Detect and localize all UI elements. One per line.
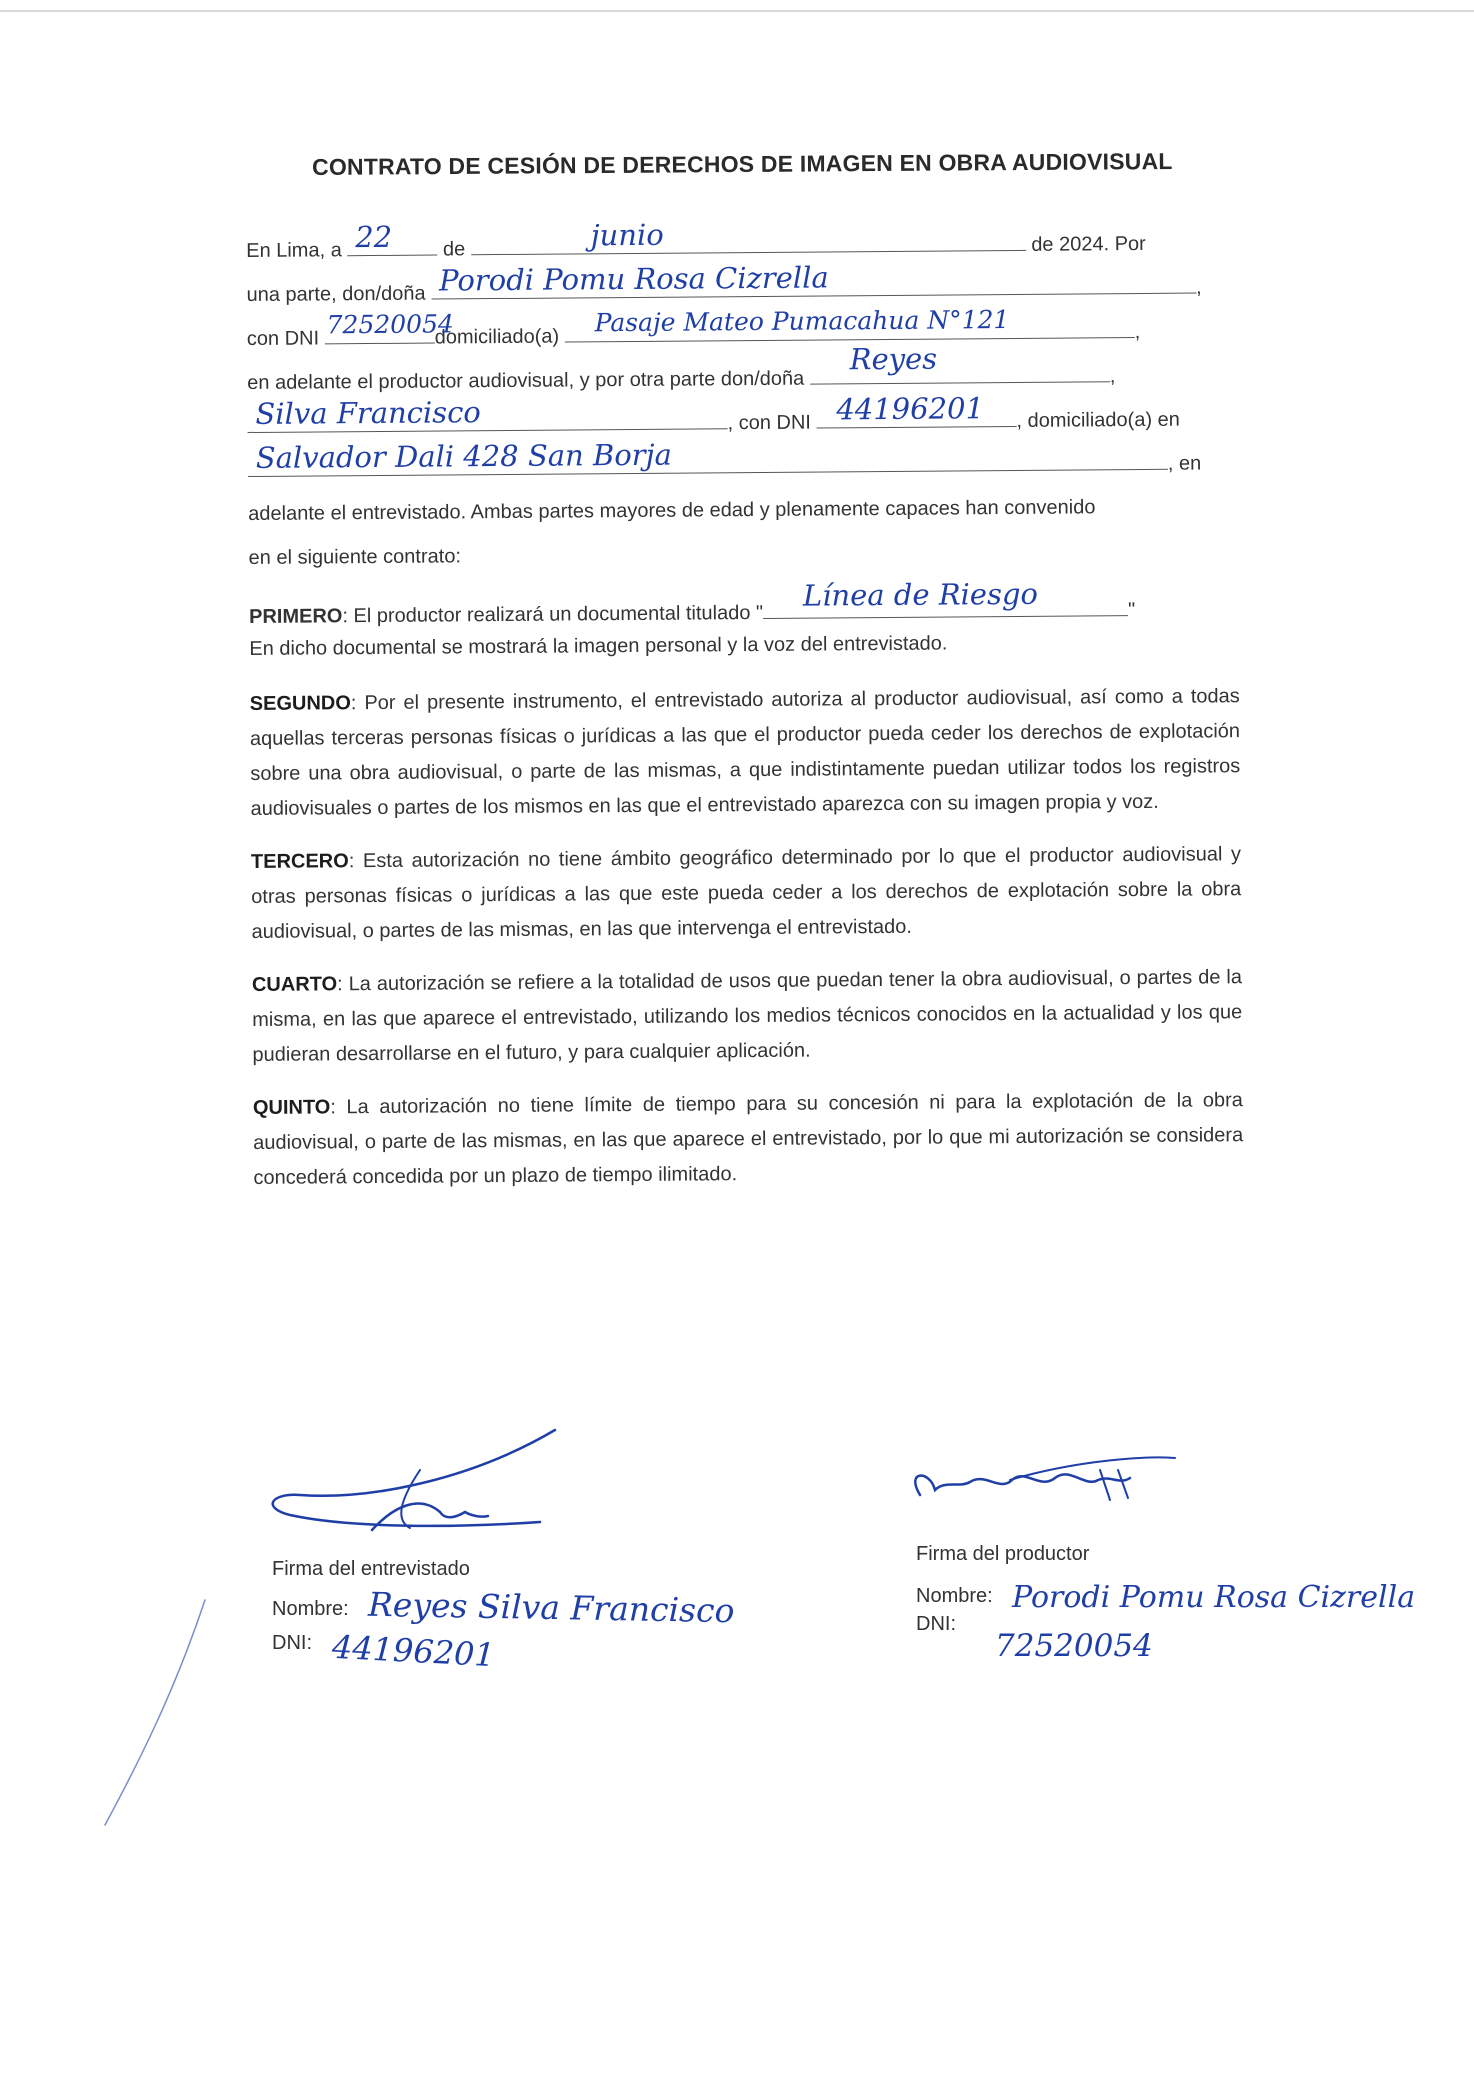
clause-text: : Esta autorización no tiene ámbito geográfico determinado por lo que el productor audiovisual y otras personas físicas o jurídicas a las que este pueda ceder a los derechos de explotación sobre la obra audiovisual, o partes de las mismas, en las que intervenga el entrevistado. (251, 843, 1242, 943)
producer-signature-caption: Firma del productor (916, 1543, 1090, 1565)
month-handwritten: junio (590, 217, 664, 253)
document-title: CONTRATO DE CESIÓN DE DERECHOS DE IMAGEN EN OBRA AUDIOVISUAL (312, 147, 1173, 180)
intro-text: con DNI (246, 327, 320, 350)
intro-text: una parte, don/doña (246, 282, 426, 306)
interviewee-name-handwritten-2: Silva Francisco (255, 395, 481, 431)
interviewee-name-signature-text: Reyes Silva Francisco (367, 1584, 735, 1631)
intro-text: domiciliado(a) (434, 325, 560, 349)
clause-text: : La autorización no tiene límite de tiempo para su concesión ni para la explotación de la obra audiovisual, o parte de las mismas, en las que aparece el entrevistado, por lo que mi autorización se considera concederá concedida por un plazo de tiempo ilimitado. (253, 1089, 1244, 1189)
clause-label: QUINTO (252, 1096, 331, 1119)
interviewee-name-handwritten: Reyes (849, 341, 938, 377)
intro-text: de (442, 238, 466, 261)
clause-text: " (1127, 599, 1136, 622)
intro-text: En Lima, a (246, 239, 342, 262)
intro-text: de 2024. Por (1031, 232, 1146, 256)
intro-text: adelante el entrevistado. Ambas partes mayores de edad y plenamente capaces han convenido (248, 496, 1096, 525)
producer-dni-handwritten: 72520054 (326, 309, 454, 340)
producer-name-handwritten: Porodi Pomu Rosa Cizrella (438, 260, 829, 298)
clause-text: : El productor realizará un documental titulado " (342, 601, 764, 628)
producer-name-label: Nombre: (916, 1585, 993, 1607)
intro-text: en el siguiente contrato: (248, 545, 462, 569)
day-handwritten: 22 (355, 219, 393, 255)
interviewee-address-handwritten: Salvador Dali 428 San Borja (255, 437, 672, 475)
documentary-title-handwritten: Línea de Riesgo (802, 576, 1039, 613)
producer-name-signature-text: Porodi Pomu Rosa Cizrella (1012, 1580, 1416, 1615)
producer-dni-signature-text: 72520054 (995, 1628, 1153, 1664)
clause-label: PRIMERO (248, 605, 343, 628)
interviewee-name-label: Nombre: (272, 1598, 349, 1620)
intro-text: , (1109, 365, 1116, 388)
producer-dni-label: DNI: (916, 1613, 956, 1635)
intro-text: , (1134, 320, 1141, 344)
clause-label: CUARTO (251, 973, 338, 996)
intro-text: en adelante el productor audiovisual, y por otra parte don/doña (247, 367, 805, 394)
producer-signature-icon (915, 1457, 1175, 1500)
clause-label: TERCERO (250, 850, 349, 873)
clause-text: : Por el presente instrumento, el entrevistado autoriza al productor audiovisual, así como a todas aquellas terceras personas físicas o jurídicas a las que el productor pueda ceder los derechos de explotación sobre una obra audiovisual, o parte de las mismas, a que indistintamente puedan utilizar todos los registros audiovisuales o partes de los mismos en las que el entrevistado aparezca con su imagen propia y voz. (249, 685, 1241, 820)
interviewee-signature-caption: Firma del entrevistado (272, 1558, 470, 1580)
intro-text: , (1196, 276, 1202, 299)
clause-label: SEGUNDO (249, 692, 351, 715)
interviewee-dni-handwritten: 44196201 (836, 391, 985, 427)
clause-primero-line-2: En dicho documental se mostrará la imagen personal y la voz del entrevistado. (249, 632, 948, 660)
intro-text: , domiciliado(a) en (1016, 408, 1180, 432)
interviewee-dni-signature-text: 44196201 (331, 1627, 496, 1675)
clause-text: : La autorización se refiere a la totalidad de usos que puedan tener la obra audiovisual, o partes de la misma, en las que aparece el entrevistado, utilizando los medios técnicos conocidos en la actualidad y los que pudieran desarrollarse en el futuro, y para cualquier aplicación. (252, 966, 1243, 1066)
producer-address-handwritten: Pasaje Mateo Pumacahua N°121 (594, 305, 1010, 338)
intro-text: , con DNI (727, 411, 811, 435)
interviewee-dni-label: DNI: (272, 1632, 312, 1654)
intro-text: , en (1167, 452, 1202, 475)
